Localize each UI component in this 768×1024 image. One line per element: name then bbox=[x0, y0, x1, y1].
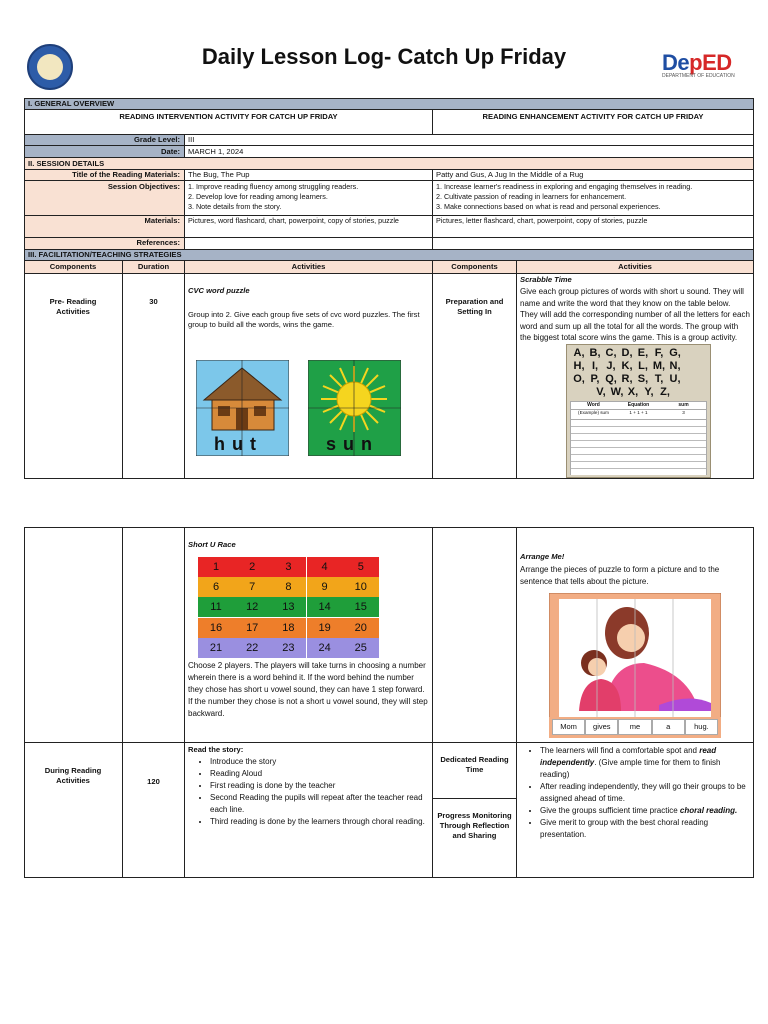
scrabble-letter: A, bbox=[573, 347, 585, 359]
col-activities: Activities bbox=[291, 262, 326, 271]
race-number-cell: 16 bbox=[198, 618, 234, 638]
date-value: MARCH 1, 2024 bbox=[188, 147, 244, 156]
race-number-cell: 23 bbox=[270, 638, 306, 658]
race-number-cell: 25 bbox=[343, 638, 379, 658]
race-number-cell: 6 bbox=[198, 577, 234, 597]
preparation-component: Preparation and Setting In bbox=[445, 297, 504, 316]
hut-word: hut bbox=[214, 434, 263, 454]
reading-materials-left: The Bug, The Pup bbox=[188, 170, 250, 179]
deped-logo: DepED bbox=[662, 50, 732, 75]
race-number-cell: 7 bbox=[234, 577, 270, 597]
race-number-cell: 4 bbox=[307, 557, 343, 577]
materials-right: Pictures, letter flashcard, chart, powerpoint, copy of stories, puzzle bbox=[436, 216, 648, 225]
enhancement-heading: READING ENHANCEMENT ACTIVITY FOR CATCH UP FRIDAY bbox=[482, 112, 704, 121]
race-number-cell: 18 bbox=[270, 618, 306, 638]
arrange-word: gives bbox=[585, 719, 618, 735]
during-reading-duration: 120 bbox=[147, 777, 160, 786]
pre-reading-component: Pre- Reading Activities bbox=[49, 297, 97, 316]
section-session-details: II. SESSION DETAILS bbox=[28, 159, 105, 168]
scrabble-letter: P, bbox=[590, 373, 600, 385]
arrange-me-text: Arrange the pieces of puzzle to form a picture and to the sentence that tells about the picture. bbox=[520, 565, 720, 586]
scrabble-letter-row bbox=[571, 386, 706, 399]
scrabble-table: Word Equation sum (Example) sum 1 + 1 + 1 3 bbox=[570, 401, 707, 475]
race-number-cell: 12 bbox=[234, 597, 270, 617]
scrabble-letter-row bbox=[571, 347, 706, 360]
pre-reading-duration: 30 bbox=[149, 297, 158, 306]
intervention-heading: READING INTERVENTION ACTIVITY FOR CATCH UP FRIDAY bbox=[119, 112, 338, 121]
race-number-cell: 22 bbox=[234, 638, 270, 658]
race-number-cell: 14 bbox=[307, 597, 343, 617]
objective-right-3: 3. Make connections based on what is read and personal experiences. bbox=[436, 202, 661, 211]
section-general-overview: I. GENERAL OVERVIEW bbox=[28, 99, 115, 108]
arrange-word: Mom bbox=[552, 719, 585, 735]
list-item: • Third reading is done by the learners through choral reading. bbox=[210, 816, 430, 828]
scrabble-letter: T, bbox=[654, 373, 664, 385]
cvc-puzzle-text: Group into 2. Give each group five sets of cvc word puzzles. The first group to build all the words, wins the game. bbox=[188, 310, 420, 329]
race-number-cell: 13 bbox=[270, 597, 306, 617]
reading-materials-label: Title of the Reading Materials: bbox=[72, 170, 180, 179]
read-story-list bbox=[188, 756, 430, 828]
objective-right-2: 2. Cultivate passion of reading in learners for enhancement. bbox=[436, 192, 627, 201]
grade-level-label: Grade Level: bbox=[133, 135, 180, 144]
general-overview-band bbox=[24, 98, 754, 109]
race-number-cell: 1 bbox=[198, 557, 234, 577]
list-item: • The learners will find a comfortable spot and read independently. (Give ample time for them to finish reading) bbox=[540, 745, 752, 781]
list-item: • Give merit to group with the best choral reading presentation. bbox=[540, 817, 752, 841]
scrabble-letter: R, bbox=[621, 373, 633, 385]
scrabble-letter: C, bbox=[605, 347, 617, 359]
col-components-2: Components bbox=[451, 262, 498, 271]
scrabble-letter: X, bbox=[627, 386, 639, 398]
scrabble-letter: H, bbox=[573, 360, 585, 372]
race-number-cell: 17 bbox=[234, 618, 270, 638]
scrabble-letter: U, bbox=[669, 373, 681, 385]
short-u-race-text: Choose 2 players. The players will take turns in choosing a number wherein there is a word behind it. If the word behind the number they chose has short u vowel sound, they can have 1 step forward. If the number they chose is not a short u vowel sound, they will step backward. bbox=[188, 661, 428, 718]
list-item: • Reading Aloud bbox=[210, 768, 430, 780]
scrabble-letter: B, bbox=[589, 347, 601, 359]
scrabble-letter: F, bbox=[654, 347, 664, 359]
scrabble-letter-row bbox=[571, 373, 706, 386]
scrabble-letter-row bbox=[571, 360, 706, 373]
dedicated-reading-component: Dedicated Reading Time bbox=[440, 755, 509, 774]
scrabble-text: Give each group pictures of words with short u sound. They will name and write the word that they know on the table below. They will add the corresponding number of all the letters for each word and sum up all the total for all the words. The group with the biggest total score wins the game. This is a group activity. bbox=[520, 287, 750, 342]
race-number-cell: 3 bbox=[270, 557, 306, 577]
scrabble-letter: O, bbox=[573, 373, 585, 385]
progress-monitoring-component: Progress Monitoring Through Reflection and Sharing bbox=[437, 811, 512, 840]
arrange-word: me bbox=[618, 719, 651, 735]
references-label: References: bbox=[136, 238, 180, 247]
objective-left-2: 2. Develop love for reading among learners. bbox=[188, 192, 328, 201]
arrange-me-title: Arrange Me! bbox=[520, 552, 565, 561]
list-item: • Second Reading the pupils will repeat after the teacher read each line. bbox=[210, 792, 430, 816]
short-u-race-grid bbox=[198, 557, 379, 658]
mom-hug-puzzle-image bbox=[549, 593, 721, 738]
scrabble-letter: N, bbox=[669, 360, 681, 372]
session-details-band bbox=[24, 157, 754, 169]
reading-materials-right: Patty and Gus, A Jug In the Middle of a Rug bbox=[436, 170, 584, 179]
scrabble-letter: E, bbox=[637, 347, 649, 359]
arrange-word: a bbox=[652, 719, 685, 735]
materials-left: Pictures, word flashcard, chart, powerpoint, copy of stories, puzzle bbox=[188, 216, 399, 225]
scrabble-letter: L, bbox=[638, 360, 648, 372]
race-number-cell: 21 bbox=[198, 638, 234, 658]
scrabble-letter: J, bbox=[606, 360, 616, 372]
scrabble-title: Scrabble Time bbox=[520, 275, 572, 284]
sun-word: sun bbox=[326, 434, 380, 454]
short-u-race-title: Short U Race bbox=[188, 540, 236, 549]
scrabble-letter: M, bbox=[652, 360, 666, 372]
section-facilitation: III. FACILITATION/TEACHING STRATEGIES bbox=[28, 250, 182, 259]
materials-label: Materials: bbox=[144, 216, 180, 225]
list-item: • After reading independently, they will go their groups to be assigned ahead of time. bbox=[540, 781, 752, 805]
race-number-cell: 10 bbox=[343, 577, 379, 597]
cvc-puzzle-title: CVC word puzzle bbox=[188, 286, 250, 295]
date-label: Date: bbox=[161, 147, 180, 156]
race-number-cell: 20 bbox=[343, 618, 379, 638]
race-number-cell: 8 bbox=[270, 577, 306, 597]
race-number-cell: 24 bbox=[307, 638, 343, 658]
scrabble-letters-image bbox=[566, 344, 711, 478]
col-duration: Duration bbox=[137, 262, 170, 271]
arrange-words-strip bbox=[552, 719, 718, 735]
scrabble-letter: D, bbox=[621, 347, 633, 359]
objective-right-1: 1. Increase learner's readiness in exploring and engaging themselves in reading. bbox=[436, 182, 693, 191]
during-reading-component: During Reading Activities bbox=[44, 766, 102, 785]
col-activities-2: Activities bbox=[618, 262, 652, 271]
page-title: Daily Lesson Log- Catch Up Friday bbox=[201, 44, 567, 69]
scrabble-letter: I, bbox=[591, 360, 599, 372]
race-number-cell: 5 bbox=[343, 557, 379, 577]
race-number-cell: 19 bbox=[307, 618, 343, 638]
arrange-word: hug. bbox=[685, 719, 718, 735]
scrabble-letter: G, bbox=[669, 347, 681, 359]
col-components: Components bbox=[49, 262, 97, 271]
grade-level-value: III bbox=[188, 135, 195, 144]
race-number-cell: 11 bbox=[198, 597, 234, 617]
objective-left-1: 1. Improve reading fluency among struggling readers. bbox=[188, 182, 359, 191]
list-item: • Introduce the story bbox=[210, 756, 430, 768]
objective-left-3: 3. Note details from the story. bbox=[188, 202, 282, 211]
scrabble-letter: Y, bbox=[644, 386, 654, 398]
list-item: • Give the groups sufficient time practice choral reading. bbox=[540, 805, 752, 817]
race-number-cell: 2 bbox=[234, 557, 270, 577]
scrabble-letter: V, bbox=[596, 386, 606, 398]
scrabble-letter: W, bbox=[610, 386, 624, 398]
scrabble-letter: Q, bbox=[605, 373, 617, 385]
dedicated-reading-list bbox=[518, 745, 752, 841]
list-item: • First reading is done by the teacher bbox=[210, 780, 430, 792]
read-story-heading: Read the story: bbox=[188, 745, 244, 754]
scrabble-letter: K, bbox=[621, 360, 633, 372]
objectives-label: Session Objectives: bbox=[107, 182, 180, 191]
deped-logo-subtitle: DEPARTMENT OF EDUCATION bbox=[662, 73, 735, 79]
race-number-cell: 15 bbox=[343, 597, 379, 617]
scrabble-letter: S, bbox=[637, 373, 649, 385]
scrabble-letter: Z, bbox=[660, 386, 670, 398]
race-number-cell: 9 bbox=[307, 577, 343, 597]
